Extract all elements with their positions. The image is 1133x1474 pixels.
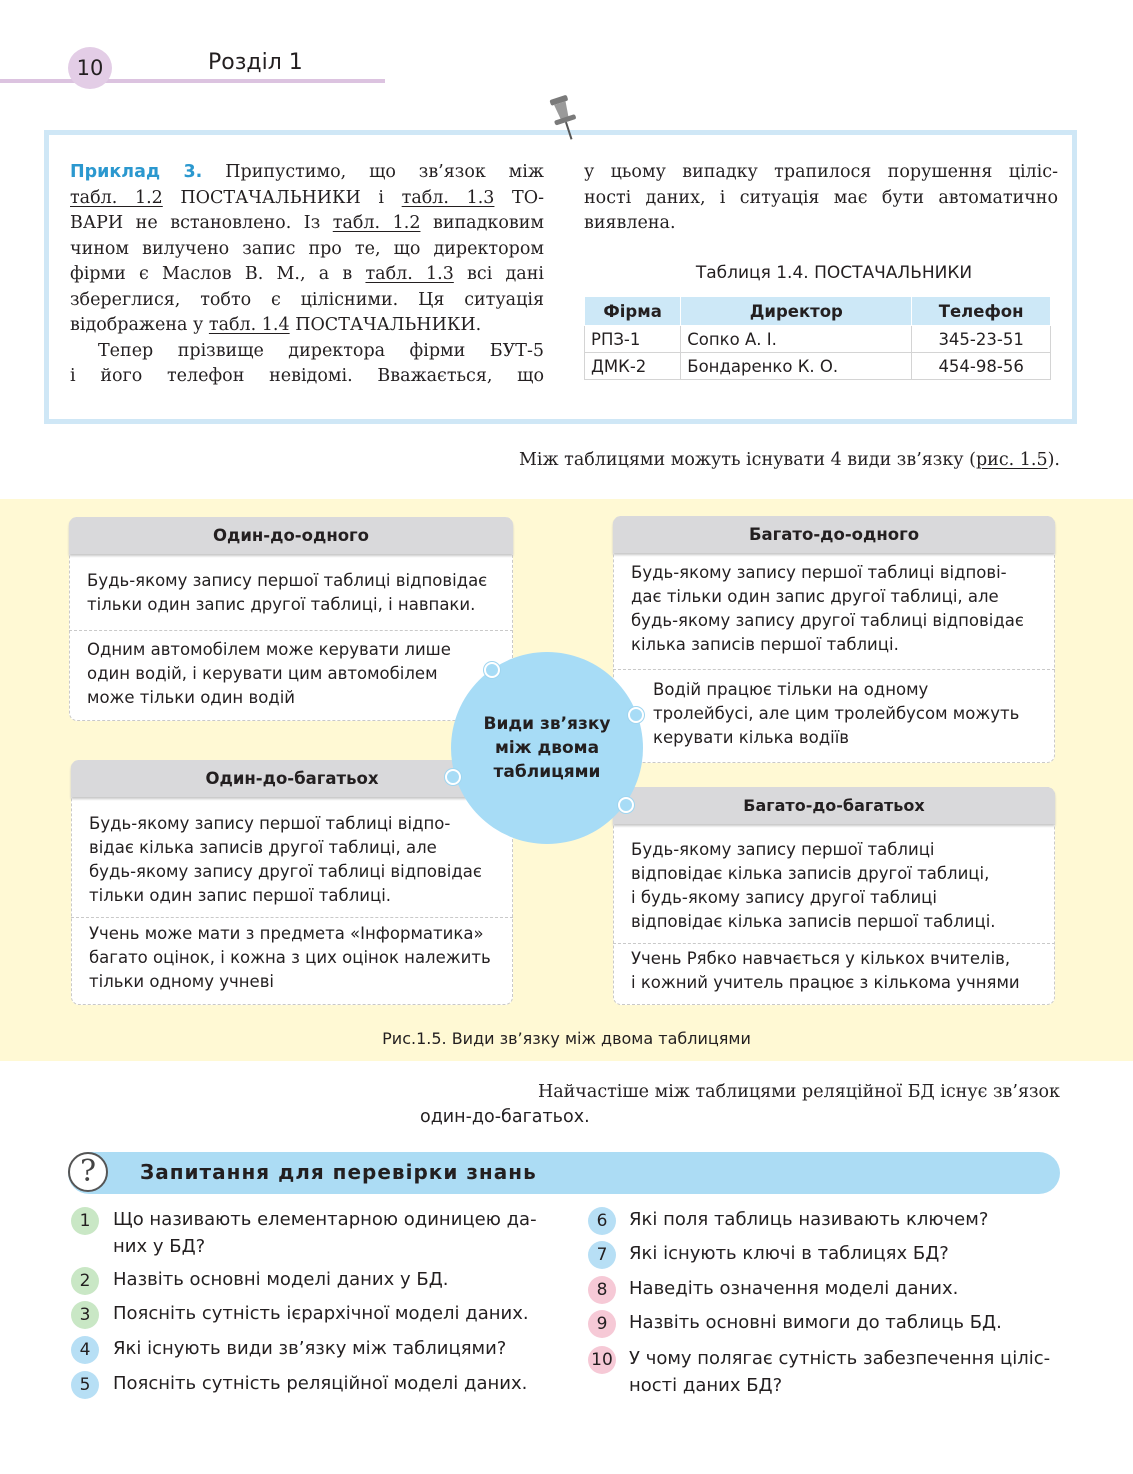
intro-text-end: ). [1047, 450, 1060, 470]
question-text [113, 1266, 549, 1293]
example-text: Припустимо, що зв’язок між [202, 162, 544, 182]
card-line: таблицями [493, 762, 601, 782]
divider [613, 943, 1055, 944]
example-text: відображена у [70, 315, 209, 335]
card-line: кілька записів першої таблиці. [631, 635, 899, 654]
question-text [629, 1206, 1061, 1233]
divider [613, 669, 1055, 670]
example-text: ВАРИ не встановлено. Із [70, 213, 333, 233]
example-line: у цьому випадку трапилося порушення ціліс- [584, 162, 1058, 182]
example-text: Тепер прізвище директора фірми БУТ-5 [98, 340, 544, 361]
question-number: 7 [588, 1241, 616, 1269]
card-many-to-one-example [653, 678, 1053, 750]
example-line: виявлена. [584, 213, 676, 233]
example-text: ПОСТАЧАЛЬНИКИ. [289, 315, 482, 335]
question-number: 6 [588, 1207, 616, 1235]
table-row [585, 353, 1051, 380]
question-line: Що називають елементарною одиницею да- [113, 1209, 537, 1230]
card-line: тільки один запис другої таблиці, і навпаки. [87, 595, 476, 614]
example-right-column [584, 160, 1058, 237]
question-line: У чому полягає сутність забезпечення ціліс- [629, 1348, 1051, 1369]
example-left-column [70, 160, 544, 390]
intro-text [448, 450, 1060, 470]
table-header-cell: Телефон [912, 297, 1051, 326]
question-line: Які існують види зв’язку між таблицями? [113, 1338, 507, 1359]
question-text [629, 1345, 1061, 1399]
card-one-to-one-example [87, 638, 507, 710]
question-text [113, 1300, 549, 1327]
card-line: керувати кілька водіїв [653, 728, 850, 747]
question-number: 3 [71, 1301, 99, 1329]
example-text: збереглися, тобто є цілісними. Ця ситуація [70, 289, 544, 310]
example-text: всі дані [453, 264, 544, 284]
card-line: і кожний учитель працює з кількома учнями [631, 973, 1020, 992]
example-line [70, 313, 544, 339]
card-one-to-many-title: Один-до-багатьох [71, 760, 513, 797]
question-line: Які існують ключі в таблицях БД? [629, 1243, 949, 1264]
card-many-to-many-definition [631, 838, 1051, 934]
connector-dot [484, 662, 500, 678]
question-number: 5 [71, 1371, 99, 1399]
card-line: і будь-якому запису другої таблиці [631, 888, 937, 907]
question-line: Назвіть основні моделі даних у БД. [113, 1269, 449, 1290]
card-line: відповідає кілька записів другої таблиці, [631, 864, 990, 883]
conclusion-line-2: один-до-багатьох. [420, 1107, 590, 1127]
table-cell: РПЗ-1 [585, 326, 681, 353]
suppliers-table [584, 296, 1051, 380]
card-line: відає кілька записів другої таблиці, але [89, 838, 437, 857]
example-text: ПОСТАЧАЛЬНИКИ і [162, 187, 402, 208]
card-line: може тільки один водій [87, 688, 295, 707]
table-header-row [585, 297, 1051, 326]
conclusion-text [420, 1080, 1060, 1130]
card-line: будь-якому запису другої таблиці відповідає [89, 862, 482, 881]
question-line: них у БД? [113, 1236, 206, 1257]
card-line: будь-якому запису другої таблиці відповідає [631, 611, 1024, 630]
question-text [113, 1206, 549, 1260]
table-reference-link[interactable]: табл. 1.3 [401, 187, 495, 208]
card-many-to-one-title: Багато-до-одного [613, 516, 1055, 553]
card-many-to-many-example [631, 947, 1051, 995]
intro-text-main: Між таблицями можуть існувати 4 види зв’язку ( [518, 450, 976, 470]
question-line: ності даних БД? [629, 1375, 783, 1396]
card-line: між двома [494, 738, 600, 758]
questions-title: Запитання для перевірки знань [140, 1160, 537, 1184]
example-text: чином вилучено запис про те, що директором [70, 238, 544, 259]
example-text: випадковим [420, 213, 544, 233]
figure-reference-link[interactable]: рис. 1.5 [975, 450, 1048, 470]
table-reference-link[interactable]: табл. 1.2 [332, 213, 421, 233]
card-one-to-one-definition [87, 569, 507, 617]
example-line [70, 288, 544, 314]
question-line: Поясніть сутність реляційної моделі даних. [113, 1373, 528, 1394]
example-line [70, 339, 544, 365]
question-text [629, 1309, 1061, 1336]
page-number: 10 [68, 47, 112, 89]
card-many-to-many-title: Багато-до-багатьох [613, 787, 1055, 824]
example-line: ності даних, і ситуація має бути автоматично [584, 187, 1058, 208]
table-cell: Сопко А. І. [681, 326, 912, 353]
example-line [70, 160, 544, 186]
question-number: 4 [71, 1336, 99, 1364]
question-number: 2 [71, 1267, 99, 1295]
card-line: тролейбусі, але цим тролейбусом можуть [653, 704, 1020, 723]
card-line: багато оцінок, і кожна з цих оцінок належить [89, 948, 491, 967]
card-line: Будь-якому запису першої таблиці відповідає [87, 571, 488, 590]
card-line: Учень Рябко навчається у кількох вчителів, [631, 949, 1011, 968]
question-text [113, 1335, 549, 1362]
table-reference-link[interactable]: табл. 1.4 [208, 315, 290, 335]
example-label: Приклад 3. [70, 162, 203, 182]
question-text [113, 1370, 549, 1397]
center-label [451, 712, 643, 784]
example-text: фірми є Маслов В. М., а в [70, 264, 366, 284]
card-line: Види зв’язку [483, 714, 611, 734]
table-cell: ДМК-2 [585, 353, 681, 380]
example-line [70, 186, 544, 212]
conclusion-line-1: Найчастіше між таблицями реляційної БД існує зв’язок [537, 1082, 1060, 1102]
question-number: 9 [588, 1310, 616, 1338]
card-line: Одним автомобілем може керувати лише [87, 640, 451, 659]
example-text: ТО- [494, 187, 544, 208]
table-row [585, 326, 1051, 353]
card-one-to-many-example [89, 922, 509, 994]
table-caption: Таблиця 1.4. ПОСТАЧАЛЬНИКИ [695, 263, 973, 283]
question-line: Назвіть основні вимоги до таблиць БД. [629, 1312, 1002, 1333]
section-title: Розділ 1 [208, 50, 303, 75]
example-text: і його телефон невідомі. Вважається, що [70, 366, 544, 386]
question-text [629, 1240, 1061, 1267]
card-line: тільки один запис першої таблиці. [89, 886, 392, 905]
example-line [70, 237, 544, 263]
question-mark-icon: ? [68, 1152, 108, 1192]
example-line [70, 211, 544, 237]
table-header-cell: Директор [681, 297, 912, 326]
card-line: Будь-якому запису першої таблиці [631, 840, 935, 859]
card-line: відповідає кілька записів першої таблиці. [631, 912, 996, 931]
card-one-to-many-definition [89, 812, 509, 908]
question-line: Які поля таблиць називають ключем? [629, 1209, 989, 1230]
example-line [70, 364, 544, 390]
example-line [70, 262, 544, 288]
card-line: один водій, і керувати цим автомобілем [87, 664, 438, 683]
table-cell: 454-98-56 [912, 353, 1051, 380]
connector-dot [445, 769, 461, 785]
connector-dot [628, 707, 644, 723]
card-many-to-one-definition [631, 561, 1051, 657]
table-header-cell: Фірма [585, 297, 681, 326]
table-cell: 345-23-51 [912, 326, 1051, 353]
card-line: Будь-якому запису першої таблиці відпові- [631, 563, 1007, 582]
figure-caption: Рис.1.5. Види зв’язку між двома таблицями [382, 1029, 751, 1048]
card-line: Будь-якому запису першої таблиці відпо- [89, 814, 451, 833]
pushpin-icon [546, 94, 586, 148]
card-line: тільки одному учневі [89, 972, 275, 991]
question-line: Наведіть означення моделі даних. [629, 1278, 959, 1299]
table-cell: Бондаренко К. О. [681, 353, 912, 380]
divider [71, 917, 513, 918]
question-text [629, 1275, 1061, 1302]
table-reference-link[interactable]: табл. 1.2 [70, 187, 163, 208]
divider [69, 630, 513, 631]
table-reference-link[interactable]: табл. 1.3 [365, 264, 454, 284]
question-line: Поясніть сутність ієрархічної моделі даних. [113, 1303, 529, 1324]
question-number: 10 [588, 1346, 616, 1374]
card-line: дає тільки один запис другої таблиці, але [631, 587, 999, 606]
connector-dot [618, 797, 634, 813]
header-rule [0, 79, 385, 83]
question-number: 1 [71, 1207, 99, 1235]
card-line: Учень може мати з предмета «Інформатика» [89, 924, 484, 943]
question-number: 8 [588, 1276, 616, 1304]
card-one-to-one-title: Один-до-одного [69, 517, 513, 554]
card-line: Водій працює тільки на одному [653, 680, 929, 699]
